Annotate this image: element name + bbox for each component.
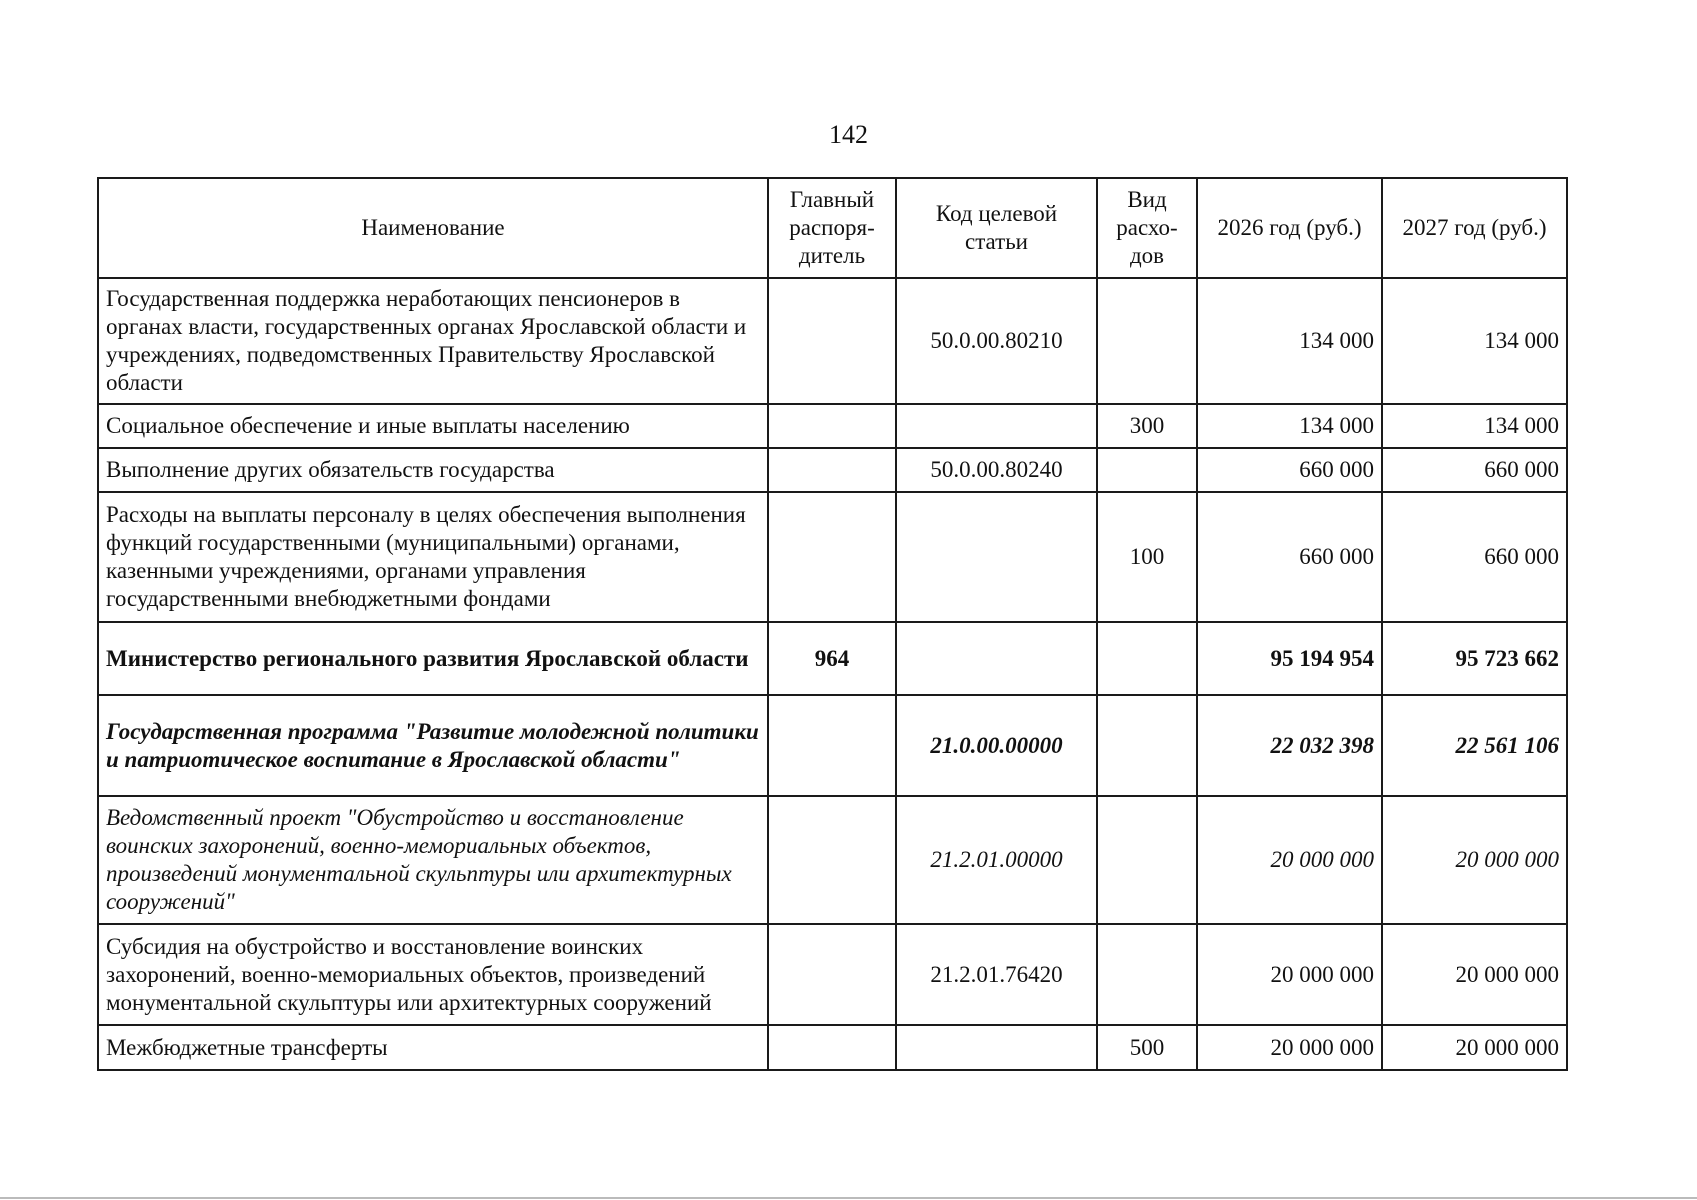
header-code: Код целевой статьи bbox=[896, 178, 1097, 278]
table-row bbox=[98, 278, 1567, 404]
row-code: 21.2.01.00000 bbox=[896, 796, 1097, 924]
row-code bbox=[896, 404, 1097, 448]
table-row bbox=[98, 492, 1567, 622]
row-2027: 22 561 106 bbox=[1382, 695, 1567, 796]
row-2027: 20 000 000 bbox=[1382, 796, 1567, 924]
row-code: 50.0.00.80240 bbox=[896, 448, 1097, 492]
table-row bbox=[98, 796, 1567, 924]
table-row bbox=[98, 924, 1567, 1025]
row-2026: 22 032 398 bbox=[1197, 695, 1382, 796]
scan-edge-divider bbox=[0, 1197, 1697, 1199]
budget-table bbox=[97, 177, 1568, 1071]
row-2026: 134 000 bbox=[1197, 278, 1382, 404]
row-chief bbox=[768, 492, 896, 622]
header-2026: 2026 год (руб.) bbox=[1197, 178, 1382, 278]
row-2026: 20 000 000 bbox=[1197, 1025, 1382, 1070]
row-type: 500 bbox=[1097, 1025, 1197, 1070]
row-2026: 20 000 000 bbox=[1197, 924, 1382, 1025]
row-name: Выполнение других обязательств государства bbox=[98, 448, 768, 492]
row-name: Министерство регионального развития Ярославской области bbox=[98, 622, 768, 695]
row-name: Субсидия на обустройство и восстановление воинских захоронений, военно-мемориальных объектов, произведений монументальной скульптуры или архитектурных сооружений bbox=[98, 924, 768, 1025]
row-name: Социальное обеспечение и иные выплаты населению bbox=[98, 404, 768, 448]
row-type bbox=[1097, 796, 1197, 924]
table-row bbox=[98, 1025, 1567, 1070]
row-type: 100 bbox=[1097, 492, 1197, 622]
row-type bbox=[1097, 278, 1197, 404]
row-chief bbox=[768, 695, 896, 796]
row-code: 21.2.01.76420 bbox=[896, 924, 1097, 1025]
row-chief bbox=[768, 278, 896, 404]
row-chief bbox=[768, 924, 896, 1025]
header-2027: 2027 год (руб.) bbox=[1382, 178, 1567, 278]
row-2026: 134 000 bbox=[1197, 404, 1382, 448]
row-chief bbox=[768, 448, 896, 492]
row-2027: 134 000 bbox=[1382, 404, 1567, 448]
row-code bbox=[896, 1025, 1097, 1070]
row-name: Межбюджетные трансферты bbox=[98, 1025, 768, 1070]
row-2027: 660 000 bbox=[1382, 492, 1567, 622]
row-chief bbox=[768, 796, 896, 924]
row-code: 21.0.00.00000 bbox=[896, 695, 1097, 796]
row-2027: 20 000 000 bbox=[1382, 1025, 1567, 1070]
row-2026: 20 000 000 bbox=[1197, 796, 1382, 924]
row-chief: 964 bbox=[768, 622, 896, 695]
row-2027: 95 723 662 bbox=[1382, 622, 1567, 695]
row-chief bbox=[768, 1025, 896, 1070]
row-2026: 660 000 bbox=[1197, 448, 1382, 492]
row-type bbox=[1097, 622, 1197, 695]
row-name: Государственная поддержка неработающих пенсионеров в органах власти, государственных органах Ярославской области и учреждениях, подведомственных Правительству Ярославской области bbox=[98, 278, 768, 404]
header-chief: Главный распоря-дитель bbox=[768, 178, 896, 278]
row-code bbox=[896, 622, 1097, 695]
row-2026: 660 000 bbox=[1197, 492, 1382, 622]
row-2027: 134 000 bbox=[1382, 278, 1567, 404]
row-chief bbox=[768, 404, 896, 448]
row-2027: 660 000 bbox=[1382, 448, 1567, 492]
row-2027: 20 000 000 bbox=[1382, 924, 1567, 1025]
table-row bbox=[98, 448, 1567, 492]
row-2026: 95 194 954 bbox=[1197, 622, 1382, 695]
row-code: 50.0.00.80210 bbox=[896, 278, 1097, 404]
row-type bbox=[1097, 448, 1197, 492]
row-name: Ведомственный проект "Обустройство и восстановление воинских захоронений, военно-мемориальных объектов, произведений монументальной скульптуры или архитектурных сооружений" bbox=[98, 796, 768, 924]
row-code bbox=[896, 492, 1097, 622]
row-type bbox=[1097, 695, 1197, 796]
row-name: Расходы на выплаты персоналу в целях обеспечения выполнения функций государственными (муниципальными) органами, казенными учреждениями, органами управления государственными внебюджетными фондами bbox=[98, 492, 768, 622]
header-name: Наименование bbox=[98, 178, 768, 278]
table-header-row bbox=[98, 178, 1567, 278]
header-type: Вид расхо-дов bbox=[1097, 178, 1197, 278]
table-row bbox=[98, 622, 1567, 695]
row-type: 300 bbox=[1097, 404, 1197, 448]
row-type bbox=[1097, 924, 1197, 1025]
page-number: 142 bbox=[829, 120, 868, 149]
row-name: Государственная программа "Развитие молодежной политики и патриотическое воспитание в Ярославской области" bbox=[98, 695, 768, 796]
table-row bbox=[98, 695, 1567, 796]
table-row bbox=[98, 404, 1567, 448]
